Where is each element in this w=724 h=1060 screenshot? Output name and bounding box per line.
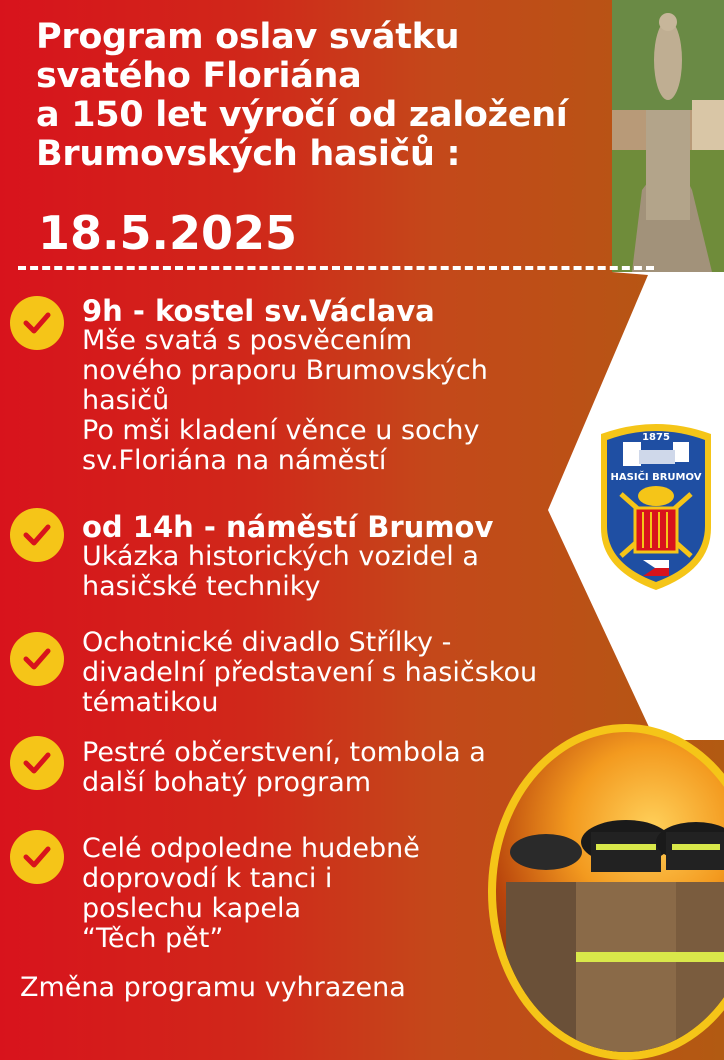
fire-brigade-logo bbox=[595, 420, 717, 596]
item-line: divadelní představení s hasičskou bbox=[82, 657, 538, 688]
item-line: Ochotnické divadlo Střílky - bbox=[82, 627, 452, 658]
item-heading: od 14h - náměstí Brumov bbox=[82, 510, 494, 544]
check-icon bbox=[10, 508, 64, 562]
item-line: poslechu kapela bbox=[82, 893, 301, 924]
item-line: doprovodí k tanci i bbox=[82, 863, 333, 894]
item-line: nového praporu Brumovských bbox=[82, 355, 488, 386]
item-line: Ukázka historických vozidel a bbox=[82, 541, 479, 572]
item-line: další bohatý program bbox=[82, 767, 372, 798]
title-line: a 150 let výročí od založení bbox=[36, 95, 568, 135]
item-line: Mše svatá s posvěcením bbox=[82, 325, 413, 356]
event-date: 18.5.2025 bbox=[38, 206, 297, 260]
item-line: Pestré občerstvení, tombola a bbox=[82, 737, 486, 768]
item-heading: 9h - kostel sv.Václava bbox=[82, 294, 435, 328]
item-line: Po mši kladení věnce u sochy bbox=[82, 415, 480, 446]
check-icon bbox=[10, 296, 64, 350]
item-line: tématikou bbox=[82, 687, 219, 718]
title-line: svatého Floriána bbox=[36, 56, 362, 96]
dashed-divider bbox=[18, 266, 654, 270]
title-line: Program oslav svátku bbox=[36, 17, 460, 57]
item-line: hasičské techniky bbox=[82, 571, 321, 602]
check-icon bbox=[10, 736, 64, 790]
item-line: sv.Floriána na náměstí bbox=[82, 445, 387, 476]
item-line: hasičů bbox=[82, 385, 170, 416]
badge-year: 1875 bbox=[642, 432, 670, 443]
item-line: Celé odpoledne hudebně bbox=[82, 833, 420, 864]
check-icon bbox=[10, 830, 64, 884]
footer-note: Změna programu vyhrazena bbox=[20, 972, 406, 1003]
page-title bbox=[36, 18, 636, 174]
item-line: “Těch pět” bbox=[82, 923, 224, 954]
check-icon bbox=[10, 632, 64, 686]
title-line: Brumovských hasičů : bbox=[36, 134, 461, 174]
badge-name: HASIČI BRUMOV bbox=[610, 472, 702, 483]
